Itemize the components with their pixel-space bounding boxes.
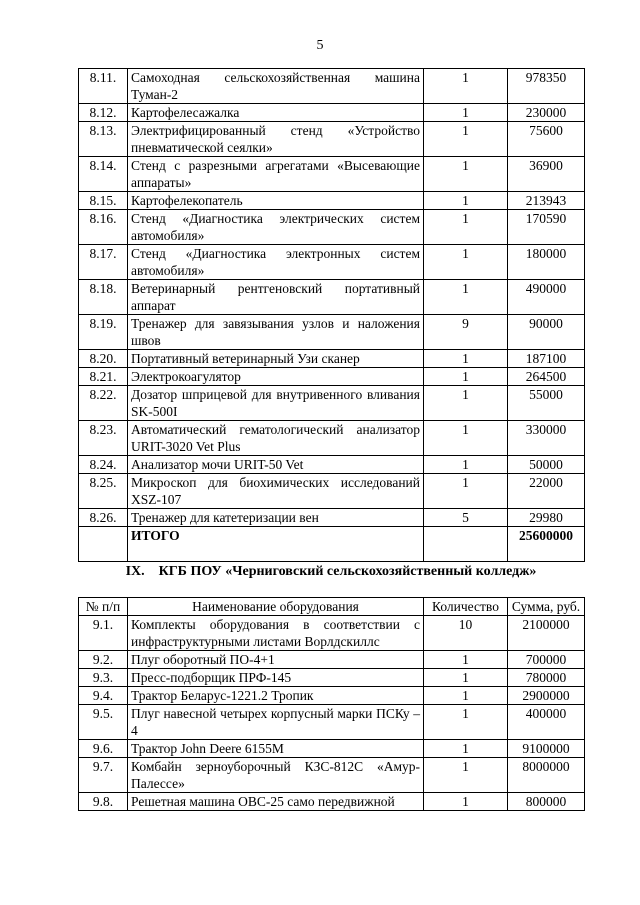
row-number: 8.14. bbox=[79, 157, 128, 192]
total-qty-empty bbox=[424, 527, 508, 562]
row-number: 8.25. bbox=[79, 474, 128, 509]
quantity: 1 bbox=[424, 474, 508, 509]
table-row bbox=[79, 616, 585, 651]
quantity: 1 bbox=[424, 69, 508, 104]
equipment-name: Анализатор мочи URIT-50 Vet bbox=[128, 456, 424, 474]
total-row bbox=[79, 527, 585, 562]
row-number: 8.19. bbox=[79, 315, 128, 350]
quantity: 1 bbox=[424, 122, 508, 157]
table-row bbox=[79, 687, 585, 705]
equipment-name: Трактор John Deere 6155M bbox=[128, 740, 424, 758]
quantity: 1 bbox=[424, 758, 508, 793]
amount: 400000 bbox=[508, 705, 585, 740]
equipment-table-section-8 bbox=[78, 68, 585, 562]
amount: 264500 bbox=[508, 368, 585, 386]
table-row bbox=[79, 421, 585, 456]
equipment-name: Самоходная сельскохозяйственная машина Туман-2 bbox=[128, 69, 424, 104]
total-label: ИТОГО bbox=[128, 527, 424, 562]
equipment-name: Стенд с разрезными агрегатами «Высевающие аппараты» bbox=[128, 157, 424, 192]
row-number: 8.15. bbox=[79, 192, 128, 210]
table-row bbox=[79, 456, 585, 474]
table-row bbox=[79, 509, 585, 527]
amount: 978350 bbox=[508, 69, 585, 104]
quantity: 1 bbox=[424, 456, 508, 474]
quantity: 1 bbox=[424, 651, 508, 669]
equipment-name: Электрокоагулятор bbox=[128, 368, 424, 386]
row-number: 9.4. bbox=[79, 687, 128, 705]
header-name: Наименование оборудования bbox=[128, 598, 424, 616]
quantity: 1 bbox=[424, 669, 508, 687]
table-row bbox=[79, 474, 585, 509]
row-number: 8.23. bbox=[79, 421, 128, 456]
equipment-name: Микроскоп для биохимических исследований XSZ-107 bbox=[128, 474, 424, 509]
equipment-name: Картофелекопатель bbox=[128, 192, 424, 210]
table-row bbox=[79, 69, 585, 104]
table-row bbox=[79, 104, 585, 122]
amount: 700000 bbox=[508, 651, 585, 669]
amount: 2900000 bbox=[508, 687, 585, 705]
table-row bbox=[79, 651, 585, 669]
equipment-name: Электрифицированный стенд «Устройство пневматической сеялки» bbox=[128, 122, 424, 157]
row-number: 9.2. bbox=[79, 651, 128, 669]
table-row bbox=[79, 245, 585, 280]
quantity: 1 bbox=[424, 157, 508, 192]
page-number: 5 bbox=[316, 38, 324, 53]
header-qty: Количество bbox=[424, 598, 508, 616]
quantity: 1 bbox=[424, 104, 508, 122]
quantity: 1 bbox=[424, 740, 508, 758]
amount: 8000000 bbox=[508, 758, 585, 793]
row-number: 8.17. bbox=[79, 245, 128, 280]
amount: 9100000 bbox=[508, 740, 585, 758]
table-row bbox=[79, 386, 585, 421]
table-row bbox=[79, 157, 585, 192]
amount: 36900 bbox=[508, 157, 585, 192]
equipment-name: Стенд «Диагностика электронных систем автомобиля» bbox=[128, 245, 424, 280]
table-row bbox=[79, 740, 585, 758]
amount: 22000 bbox=[508, 474, 585, 509]
amount: 55000 bbox=[508, 386, 585, 421]
amount: 213943 bbox=[508, 192, 585, 210]
table-row bbox=[79, 758, 585, 793]
amount: 230000 bbox=[508, 104, 585, 122]
row-number: 8.13. bbox=[79, 122, 128, 157]
amount: 50000 bbox=[508, 456, 585, 474]
quantity: 10 bbox=[424, 616, 508, 651]
table-row bbox=[79, 705, 585, 740]
table-row bbox=[79, 368, 585, 386]
amount: 170590 bbox=[508, 210, 585, 245]
equipment-name: Ветеринарный рентгеновский портативный аппарат bbox=[128, 280, 424, 315]
equipment-name: Тренажер для катетеризации вен bbox=[128, 509, 424, 527]
amount: 780000 bbox=[508, 669, 585, 687]
total-empty bbox=[79, 527, 128, 562]
row-number: 8.22. bbox=[79, 386, 128, 421]
equipment-name: Стенд «Диагностика электрических систем автомобиля» bbox=[128, 210, 424, 245]
row-number: 9.8. bbox=[79, 793, 128, 811]
table-row bbox=[79, 315, 585, 350]
amount: 800000 bbox=[508, 793, 585, 811]
quantity: 9 bbox=[424, 315, 508, 350]
table-row bbox=[79, 793, 585, 811]
section-heading bbox=[78, 562, 584, 582]
amount: 90000 bbox=[508, 315, 585, 350]
quantity: 1 bbox=[424, 705, 508, 740]
equipment-name: Плуг навесной четырех корпусный марки ПСКу – 4 bbox=[128, 705, 424, 740]
quantity: 1 bbox=[424, 350, 508, 368]
quantity: 5 bbox=[424, 509, 508, 527]
total-sum: 25600000 bbox=[508, 527, 585, 562]
row-number: 8.12. bbox=[79, 104, 128, 122]
table-row bbox=[79, 210, 585, 245]
amount: 187100 bbox=[508, 350, 585, 368]
row-number: 8.20. bbox=[79, 350, 128, 368]
equipment-name: Трактор Беларус-1221.2 Тропик bbox=[128, 687, 424, 705]
row-number: 8.18. bbox=[79, 280, 128, 315]
amount: 330000 bbox=[508, 421, 585, 456]
equipment-name: Картофелесажалка bbox=[128, 104, 424, 122]
equipment-name: Автоматический гематологический анализатор URIT-3020 Vet Plus bbox=[128, 421, 424, 456]
header-num: № п/п bbox=[79, 598, 128, 616]
equipment-name: Решетная машина ОВС-25 само передвижной bbox=[128, 793, 424, 811]
equipment-name: Тренажер для завязывания узлов и наложения швов bbox=[128, 315, 424, 350]
equipment-name: Портативный ветеринарный Узи сканер bbox=[128, 350, 424, 368]
section-number: IX. bbox=[125, 564, 145, 579]
quantity: 1 bbox=[424, 793, 508, 811]
table-header-row bbox=[79, 598, 585, 616]
quantity: 1 bbox=[424, 687, 508, 705]
equipment-name: Комбайн зерноуборочный КЗС-812С «Амур-Палессе» bbox=[128, 758, 424, 793]
equipment-name: Комплекты оборудования в соответствии с инфраструктурными листами Ворлдскиллс bbox=[128, 616, 424, 651]
amount: 29980 bbox=[508, 509, 585, 527]
table-row bbox=[79, 122, 585, 157]
equipment-name: Плуг оборотный ПО-4+1 bbox=[128, 651, 424, 669]
table-row bbox=[79, 669, 585, 687]
row-number: 8.26. bbox=[79, 509, 128, 527]
row-number: 9.1. bbox=[79, 616, 128, 651]
equipment-name: Пресс-подборщик ПРФ-145 bbox=[128, 669, 424, 687]
equipment-name: Дозатор шприцевой для внутривенного вливания SK-500I bbox=[128, 386, 424, 421]
quantity: 1 bbox=[424, 386, 508, 421]
amount: 75600 bbox=[508, 122, 585, 157]
amount: 490000 bbox=[508, 280, 585, 315]
amount: 180000 bbox=[508, 245, 585, 280]
section-title: КГБ ПОУ «Черниговский сельскохозяйственный колледж» bbox=[158, 564, 537, 579]
quantity: 1 bbox=[424, 245, 508, 280]
equipment-table-section-9 bbox=[78, 597, 585, 811]
row-number: 9.5. bbox=[79, 705, 128, 740]
quantity: 1 bbox=[424, 210, 508, 245]
row-number: 8.16. bbox=[79, 210, 128, 245]
row-number: 9.6. bbox=[79, 740, 128, 758]
header-sum: Сумма, руб. bbox=[508, 598, 585, 616]
amount: 2100000 bbox=[508, 616, 585, 651]
row-number: 9.3. bbox=[79, 669, 128, 687]
table-row bbox=[79, 192, 585, 210]
quantity: 1 bbox=[424, 192, 508, 210]
quantity: 1 bbox=[424, 421, 508, 456]
quantity: 1 bbox=[424, 368, 508, 386]
table-row bbox=[79, 280, 585, 315]
table-row bbox=[79, 350, 585, 368]
quantity: 1 bbox=[424, 280, 508, 315]
row-number: 9.7. bbox=[79, 758, 128, 793]
row-number: 8.11. bbox=[79, 69, 128, 104]
row-number: 8.21. bbox=[79, 368, 128, 386]
row-number: 8.24. bbox=[79, 456, 128, 474]
